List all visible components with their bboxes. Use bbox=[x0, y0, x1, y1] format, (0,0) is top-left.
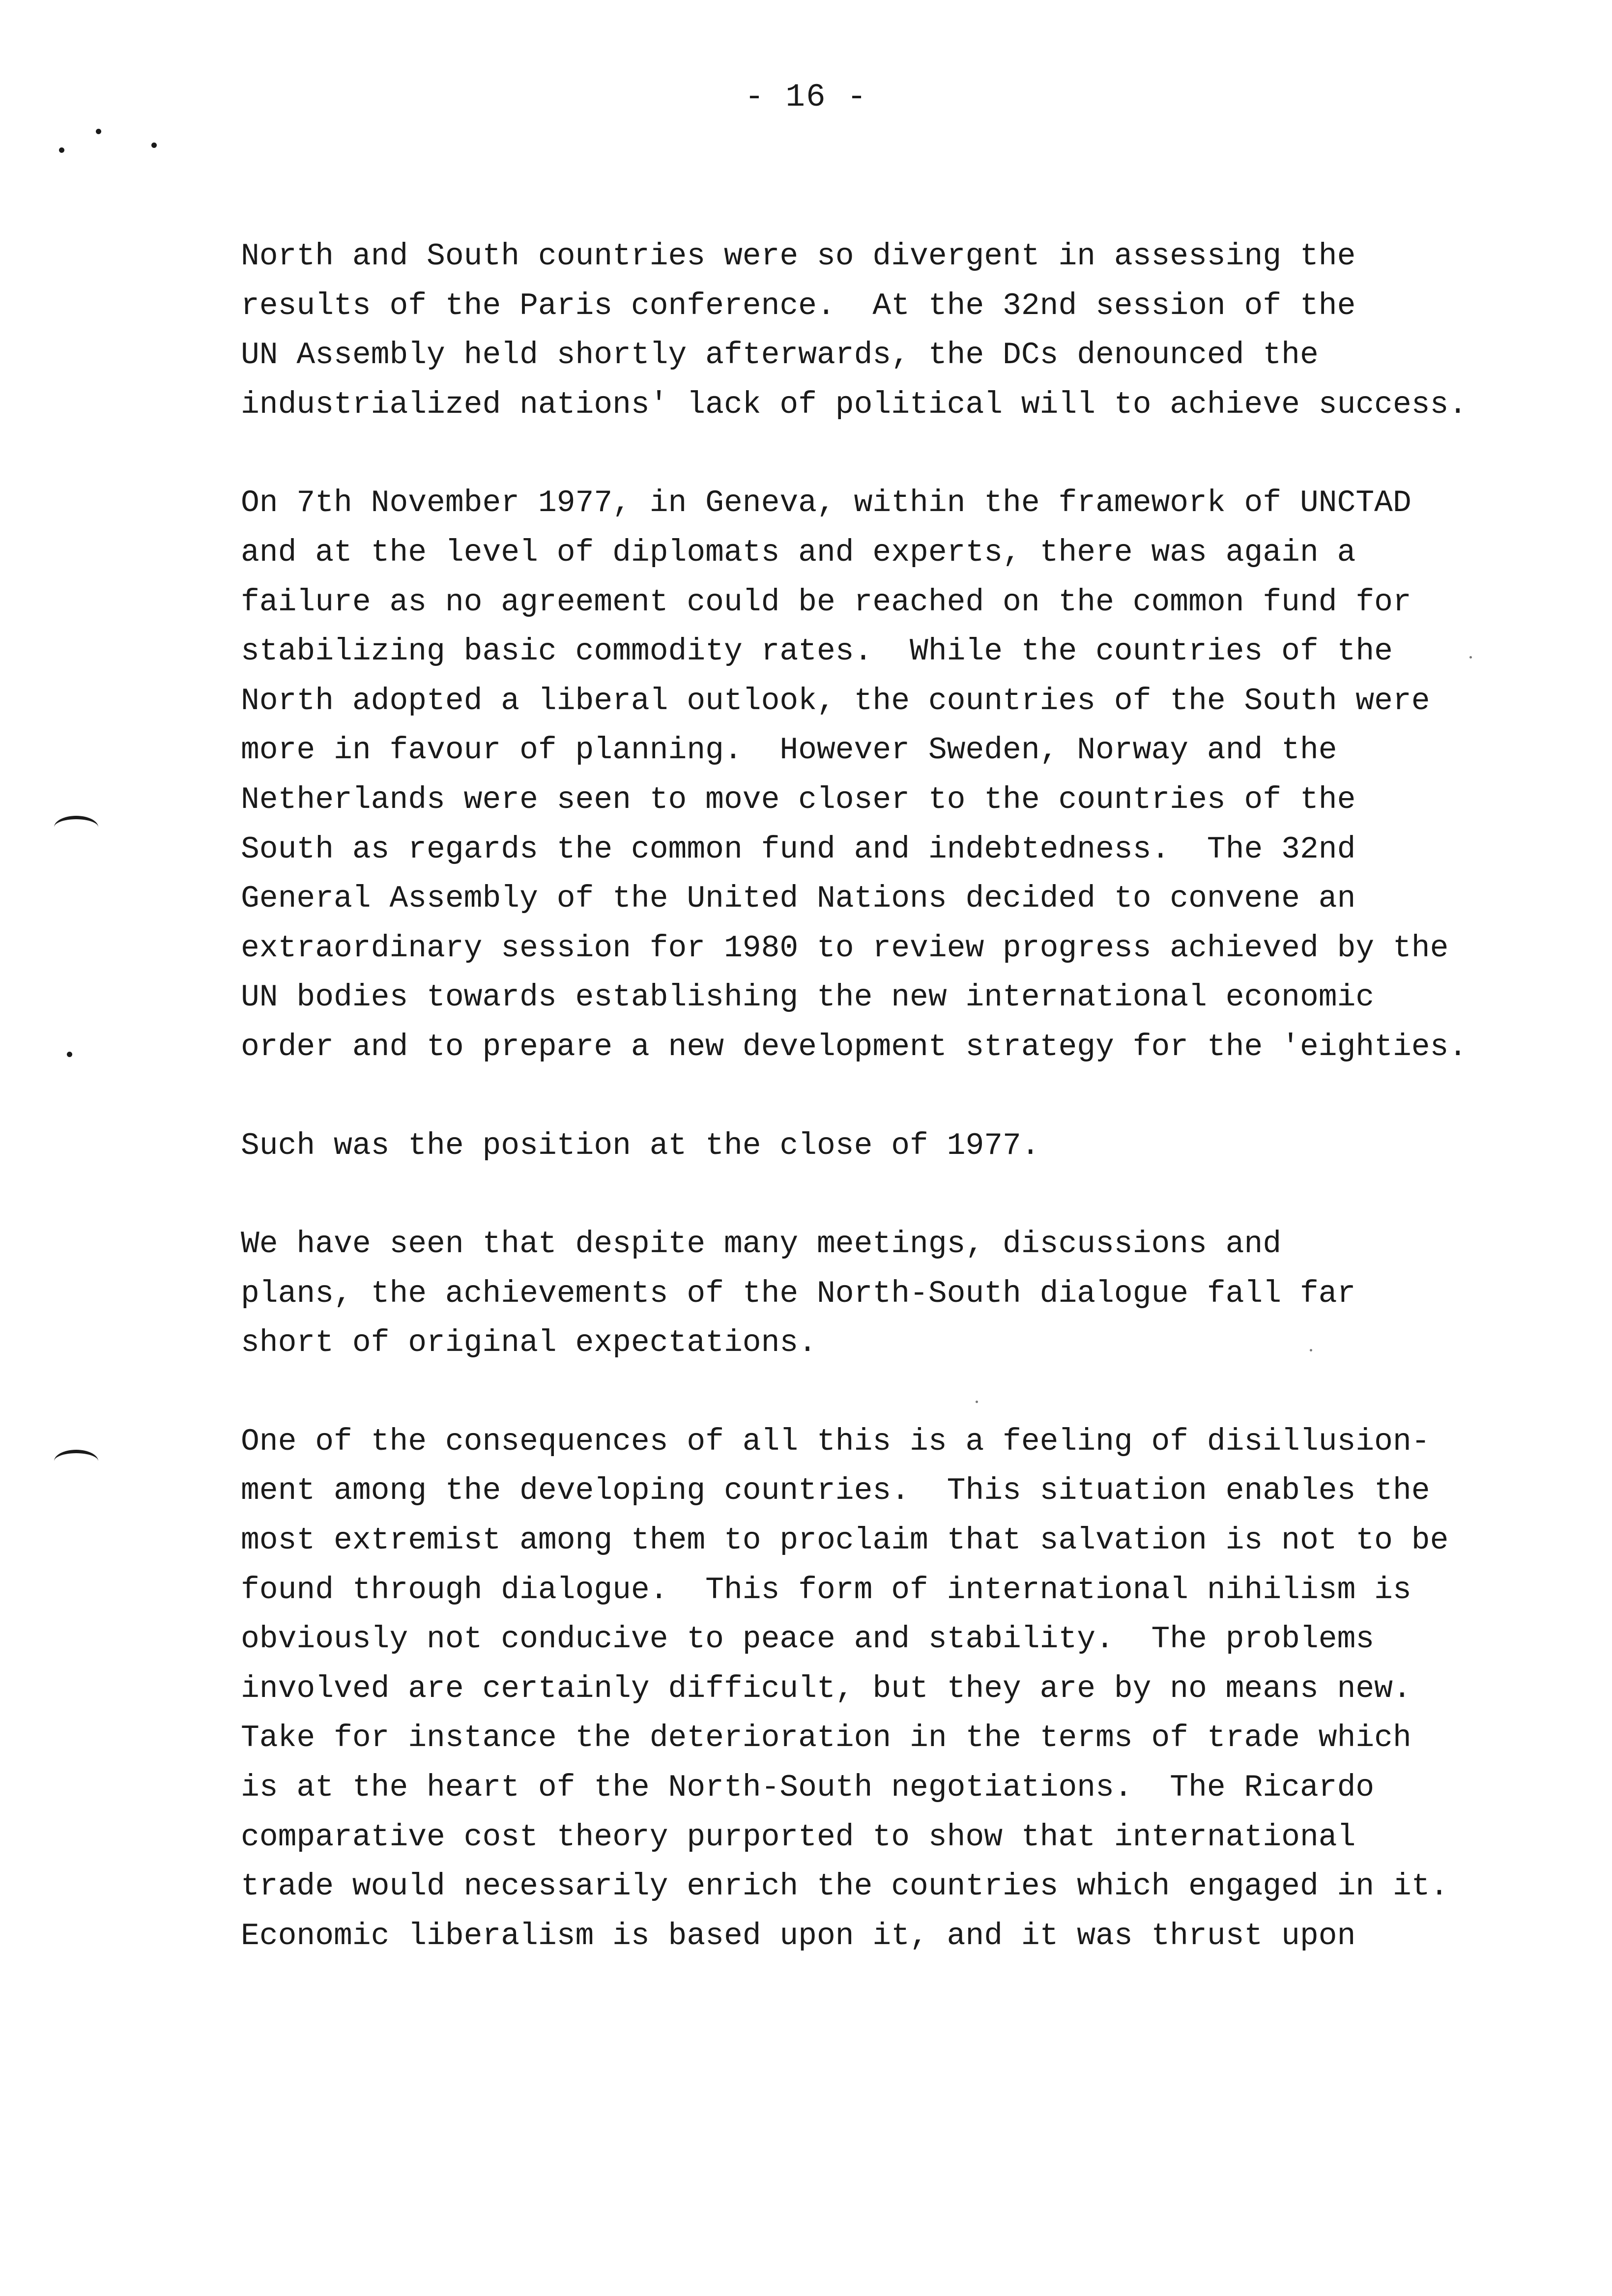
margin-mark bbox=[54, 1450, 98, 1473]
text-line: is at the heart of the North-South negotiations. The Ricardo bbox=[241, 1770, 1375, 1806]
text-line: Economic liberalism is based upon it, and it was thrust upon bbox=[241, 1918, 1356, 1953]
text-line: order and to prepare a new development strategy for the 'eighties. bbox=[241, 1029, 1468, 1064]
text-line: Take for instance the deterioration in the terms of trade which bbox=[241, 1721, 1411, 1756]
margin-dot bbox=[96, 129, 101, 134]
paragraph bbox=[241, 1121, 1578, 1171]
text-line: comparative cost theory purported to show that international bbox=[241, 1819, 1356, 1855]
text-line: results of the Paris conference. At the 32nd session of the bbox=[241, 288, 1356, 323]
text-line: more in favour of planning. However Sweden, Norway and the bbox=[241, 733, 1337, 768]
text-line: found through dialogue. This form of international nihilism is bbox=[241, 1572, 1411, 1607]
paragraph bbox=[241, 232, 1578, 430]
margin-dot bbox=[151, 143, 157, 148]
page-number: - 16 - bbox=[745, 79, 867, 115]
text-line: obviously not conducive to peace and stability. The problems bbox=[241, 1622, 1375, 1657]
text-line: One of the consequences of all this is a feeling of disillusion- bbox=[241, 1424, 1430, 1459]
text-line: UN bodies towards establishing the new international economic bbox=[241, 980, 1375, 1015]
text-line: UN Assembly held shortly afterwards, the DCs denounced the bbox=[241, 338, 1319, 373]
text-line: General Assembly of the United Nations decided to convene an bbox=[241, 881, 1356, 917]
text-line: short of original expectations. bbox=[241, 1325, 817, 1361]
paragraph-gap bbox=[241, 1171, 1578, 1220]
paragraph-gap bbox=[241, 1368, 1578, 1417]
text-line: We have seen that despite many meetings, discussions and bbox=[241, 1227, 1282, 1262]
text-line: Netherlands were seen to move closer to the countries of the bbox=[241, 782, 1356, 817]
text-line: extraordinary session for 1980 to review progress achieved by the bbox=[241, 930, 1449, 966]
margin-mark bbox=[54, 816, 98, 839]
paragraph bbox=[241, 479, 1578, 1072]
paragraph-gap bbox=[241, 1072, 1578, 1121]
text-line: industrialized nations' lack of political will to achieve success. bbox=[241, 387, 1468, 422]
paragraph-gap bbox=[241, 430, 1578, 479]
paragraph bbox=[241, 1417, 1578, 1961]
text-line: plans, the achievements of the North-South dialogue fall far bbox=[241, 1276, 1356, 1311]
text-line: South as regards the common fund and indebtedness. The 32nd bbox=[241, 832, 1356, 867]
text-line: Such was the position at the close of 1977. bbox=[241, 1128, 1040, 1163]
text-line: North and South countries were so divergent in assessing the bbox=[241, 239, 1356, 274]
text-line: On 7th November 1977, in Geneva, within the framework of UNCTAD bbox=[241, 486, 1411, 521]
text-line: North adopted a liberal outlook, the countries of the South were bbox=[241, 683, 1430, 718]
text-line: ment among the developing countries. This situation enables the bbox=[241, 1473, 1430, 1509]
margin-dot bbox=[67, 1052, 72, 1057]
text-line: stabilizing basic commodity rates. While the countries of the bbox=[241, 634, 1393, 669]
margin-dot bbox=[59, 147, 64, 153]
text-line: and at the level of diplomats and experts, there was again a bbox=[241, 535, 1356, 570]
document-body bbox=[241, 232, 1578, 1961]
text-line: most extremist among them to proclaim that salvation is not to be bbox=[241, 1523, 1449, 1558]
text-line: trade would necessarily enrich the countries which engaged in it. bbox=[241, 1869, 1449, 1904]
paragraph bbox=[241, 1220, 1578, 1368]
text-line: failure as no agreement could be reached on the common fund for bbox=[241, 584, 1411, 620]
text-line: involved are certainly difficult, but they are by no means new. bbox=[241, 1671, 1411, 1706]
